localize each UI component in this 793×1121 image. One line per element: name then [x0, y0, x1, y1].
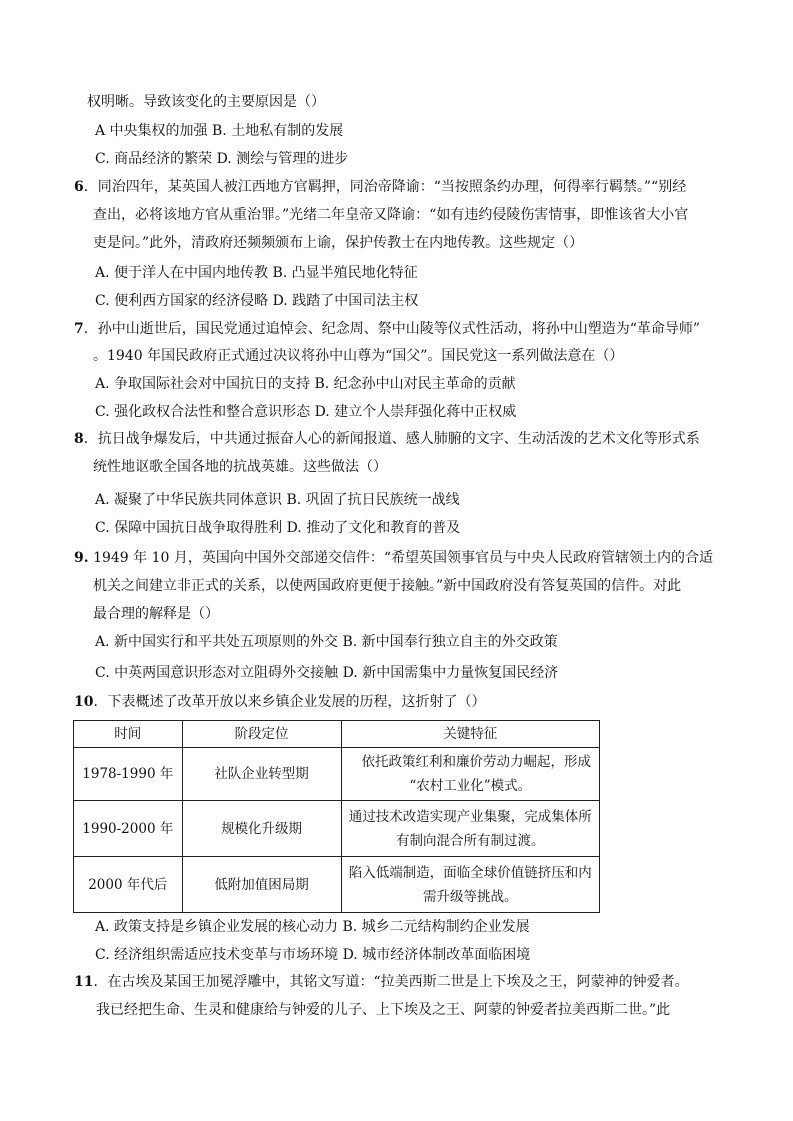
- q8-text-1: ．抗日战争爆发后，中共通过振奋人心的新闻报道、感人肺腑的文字、生动活泼的艺术文化等形式系: [83, 431, 700, 447]
- feature-line-1: 依托政策红利和廉价劳动力崛起，形成: [361, 754, 591, 770]
- q8-options-cd[interactable]: C. 保障中国抗日战争取得胜利 D. 推动了文化和教育的普及: [95, 520, 461, 536]
- feature-line-2: 需升级等挑战。: [423, 888, 518, 905]
- table-cell-time: 1978-1990 年: [74, 748, 183, 801]
- table-cell-stage: 社队企业转型期: [182, 748, 341, 801]
- q9-stem-line-1: [74, 548, 713, 568]
- q9-number: 9.: [74, 550, 89, 566]
- q10-options-ab[interactable]: A. 政策支持是乡镇企业发展的核心动力 B. 城乡二元结构制约企业发展: [95, 919, 530, 935]
- table-cell-time: 2000 年代后: [74, 857, 183, 913]
- q11-stem-line-2: 我已经把生命、生灵和健康给与钟爱的儿子、上下埃及之王、阿蒙的钟爱者拉美西斯二世。”此: [96, 1002, 671, 1018]
- q10-stem-line-1: [74, 692, 485, 712]
- q9-options-cd[interactable]: C. 中英两国意识形态对立阻碍外交接触 D. 新中国需集中力量恢复国民经济: [95, 665, 559, 681]
- feature-line-2: “农村工业化”模式。: [409, 778, 532, 794]
- q10-number: 10: [74, 694, 94, 710]
- table-header-stage: 阶段定位: [182, 721, 341, 748]
- q11-stem-line-1: [74, 972, 689, 992]
- table-row: [74, 801, 600, 857]
- q9-options-ab[interactable]: A. 新中国实行和平共处五项原则的外交 B. 新中国奉行独立自主的外交政策: [95, 634, 558, 650]
- q11-number: 11: [74, 974, 94, 990]
- table-header-row: [74, 721, 600, 748]
- q10-text-1: ．下表概述了改革开放以来乡镇企业发展的历程，这折射了（）: [93, 694, 486, 710]
- q6-options-cd[interactable]: C. 便利西方国家的经济侵略 D. 践踏了中国司法主权: [95, 293, 419, 309]
- q6-stem-line-2: 查出，必将该地方官从重治罪。”光绪二年皇帝又降谕：“如有违约侵陵伤害情事，即惟该省大小官: [93, 207, 689, 223]
- q7-text-1: ．孙中山逝世后，国民党通过追悼会、纪念周、祭中山陵等仪式性活动，将孙中山塑造为“革命导师”: [83, 321, 701, 337]
- q8-stem-line-1: [74, 429, 700, 449]
- q5-options-ab[interactable]: A 中央集权的加强 B. 土地私有制的发展: [95, 123, 344, 139]
- table-cell-feature: [341, 857, 599, 913]
- q7-number: 7: [74, 321, 84, 337]
- q5-stem-continued: 权明晰。导致该变化的主要原因是（）: [87, 94, 325, 110]
- q8-options-ab[interactable]: A. 凝聚了中华民族共同体意识 B. 巩固了抗日民族统一战线: [95, 492, 460, 508]
- q7-stem-line-1: [74, 319, 700, 339]
- q6-text-1: ．同治四年，某英国人被江西地方官羁押，同治帝降谕：“当按照条约办理，何得率行羁禁。”“别经: [83, 179, 687, 195]
- table-cell-feature: [341, 748, 599, 801]
- q5-options-cd[interactable]: C. 商品经济的繁荣 D. 测绘与管理的进步: [95, 151, 349, 167]
- table-row: [74, 748, 600, 801]
- feature-line-1: 通过技术改造实现产业集聚，完成集体所: [348, 808, 592, 825]
- q10-table: [73, 720, 600, 913]
- q6-stem-line-3: 吏是问。”此外，清政府还频频颁布上谕，保护传教士在内地传教。这些规定（）: [93, 235, 584, 251]
- q6-number: 6: [74, 179, 84, 195]
- q9-stem-line-3: 最合理的解释是（）: [93, 606, 219, 622]
- table-cell-feature: [341, 801, 599, 857]
- feature-line-1: 陷入低端制造，面临全球价值链挤压和内: [348, 864, 592, 881]
- q9-stem-line-2: 机关之间建立非正式的关系，以使两国政府更便于接触。”新中国政府没有答复英国的信件。对此: [93, 578, 682, 594]
- q11-text-1: ．在古埃及某国王加冕浮雕中，其铭文写道：“拉美西斯二世是上下埃及之王，阿蒙神的钟爱者。: [93, 974, 689, 990]
- table-cell-time: 1990-2000 年: [74, 801, 183, 857]
- q10-options-cd[interactable]: C. 经济组织需适应技术变革与市场环境 D. 城市经济体制改革面临困境: [95, 947, 531, 963]
- q6-stem-line-1: [74, 177, 686, 197]
- table-header-time: 时间: [74, 721, 183, 748]
- q8-number: 8: [74, 431, 84, 447]
- table-cell-stage: 低附加值困局期: [182, 857, 341, 913]
- q7-options-cd[interactable]: C. 强化政权合法性和整合意识形态 D. 建立个人崇拜强化蒋中正权威: [95, 404, 517, 420]
- table-header-feature: 关键特征: [341, 721, 599, 748]
- table-cell-stage: 规模化升级期: [182, 801, 341, 857]
- q9-text-1: 1949 年 10 月，英国向中国外交部递交信件：“希望英国领事官员与中央人民政府管辖领土内的合适: [88, 550, 714, 566]
- q8-stem-line-2: 统性地讴歌全国各地的抗战英雄。这些做法（）: [93, 459, 387, 475]
- feature-line-2: 有制向混合所有制过渡。: [396, 832, 545, 849]
- table-row: [74, 857, 600, 913]
- q6-options-ab[interactable]: A. 便于洋人在中国内地传教 B. 凸显半殖民地化特征: [95, 265, 418, 281]
- q7-options-ab[interactable]: A. 争取国际社会对中国抗日的支持 B. 纪念孙中山对民主革命的贡献: [95, 376, 516, 392]
- q7-stem-line-2: 。1940 年国民政府正式通过决议将孙中山尊为“国父”。国民党这一系列做法意在（）: [93, 348, 624, 364]
